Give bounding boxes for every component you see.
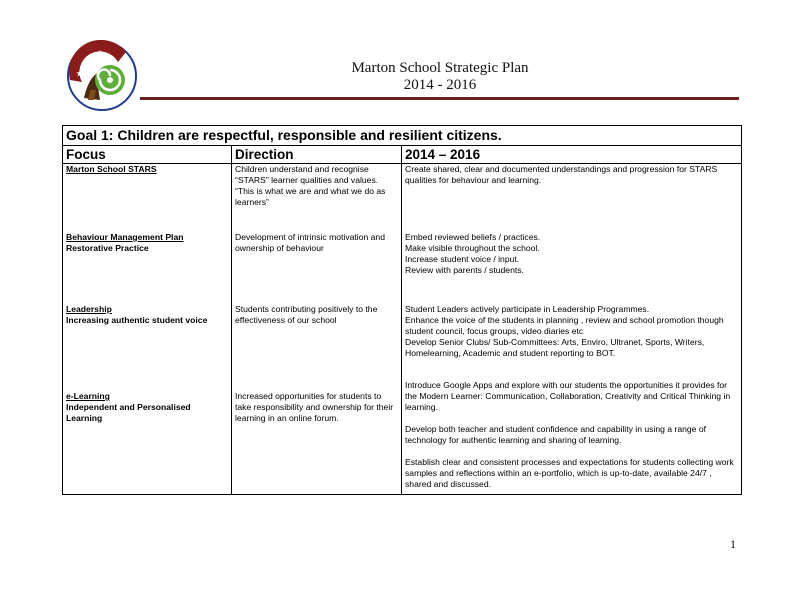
plan-text: Establish clear and consistent processes and expectations for students collecting work samples and reflections within an e-portfolio, which is up-to-date, available 24/7 , shared and discussed. [405, 457, 734, 489]
column-header-plan: 2014 – 2016 [402, 146, 742, 164]
direction-cell-behaviour [235, 232, 398, 304]
direction-column [232, 164, 402, 495]
page-number: 1 [730, 537, 736, 551]
plan-text: Review with parents / students. [405, 265, 524, 275]
plan-cell-elearning [405, 380, 738, 490]
focus-title: Leadership [66, 304, 112, 314]
focus-cell-stars [66, 164, 228, 232]
document-title: Marton School Strategic Plan [351, 60, 529, 76]
plan-cell-stars [405, 164, 738, 232]
direction-cell-leadership [235, 304, 398, 391]
document-years: 2014 - 2016 [403, 77, 477, 93]
plan-text: Student Leaders actively participate in Leadership Programmes. [405, 304, 650, 314]
plan-text: Embed reviewed beliefs / practices. [405, 232, 541, 242]
focus-title: Marton School STARS [66, 164, 157, 174]
document-header [140, 60, 740, 94]
direction-text: Children understand and recognise “STARS” learner qualities and values. [235, 164, 379, 185]
focus-subtitle: Restorative Practice [66, 243, 149, 253]
plan-cell-behaviour [405, 232, 738, 304]
plan-text: Develop Senior Clubs/ Sub-Committees: Arts, Enviro, Ultranet, Sports, Writers, Homelearning, Academic and student reporting to BOT. [405, 337, 705, 358]
focus-title: Behaviour Management Plan [66, 232, 184, 242]
focus-cell-leadership [66, 304, 228, 391]
plan-text: Increase student voice / input. [405, 254, 520, 264]
plan-text: Develop both teacher and student confidence and capability in using a range of technology for authentic learning and sharing of learning. [405, 424, 706, 445]
focus-title: e-Learning [66, 391, 110, 401]
direction-cell-stars [235, 164, 398, 232]
focus-cell-behaviour [66, 232, 228, 304]
goal-heading: Goal 1: Children are respectful, responsible and resilient citizens. [63, 126, 742, 146]
plan-text: Make visible throughout the school. [405, 243, 540, 253]
plan-text: Introduce Google Apps and explore with our students the opportunities it provides for the Modern Learner: Communication, Collaboration, Creativity and Critical Thinking in learning. [405, 380, 731, 412]
header-rule [140, 97, 739, 100]
direction-cell-elearning [235, 391, 398, 424]
direction-text: Increased opportunities for students to take responsibility and ownership for their learning in an online forum. [235, 391, 394, 423]
plan-text: Enhance the voice of the students in planning , review and school promotion though student council, focus groups, video diaries etc [405, 315, 724, 336]
direction-text: Students contributing positively to the effectiveness of our school [235, 304, 378, 325]
direction-text: Development of intrinsic motivation and ownership of behaviour [235, 232, 385, 253]
strategic-plan-table [62, 125, 742, 495]
column-header-direction: Direction [232, 146, 402, 164]
focus-subtitle: Independent and Personalised Learning [66, 402, 191, 423]
school-logo-icon [66, 40, 138, 112]
focus-cell-elearning [66, 391, 228, 424]
column-header-focus: Focus [63, 146, 232, 164]
plan-text: Create shared, clear and documented understandings and progression for STARS qualities for behaviour and learning. [405, 164, 718, 185]
direction-text: “This is what we are and what we do as learners” [235, 186, 386, 207]
plan-column [402, 164, 742, 495]
focus-column [63, 164, 232, 495]
focus-subtitle: Increasing authentic student voice [66, 315, 208, 325]
plan-cell-leadership [405, 304, 738, 380]
